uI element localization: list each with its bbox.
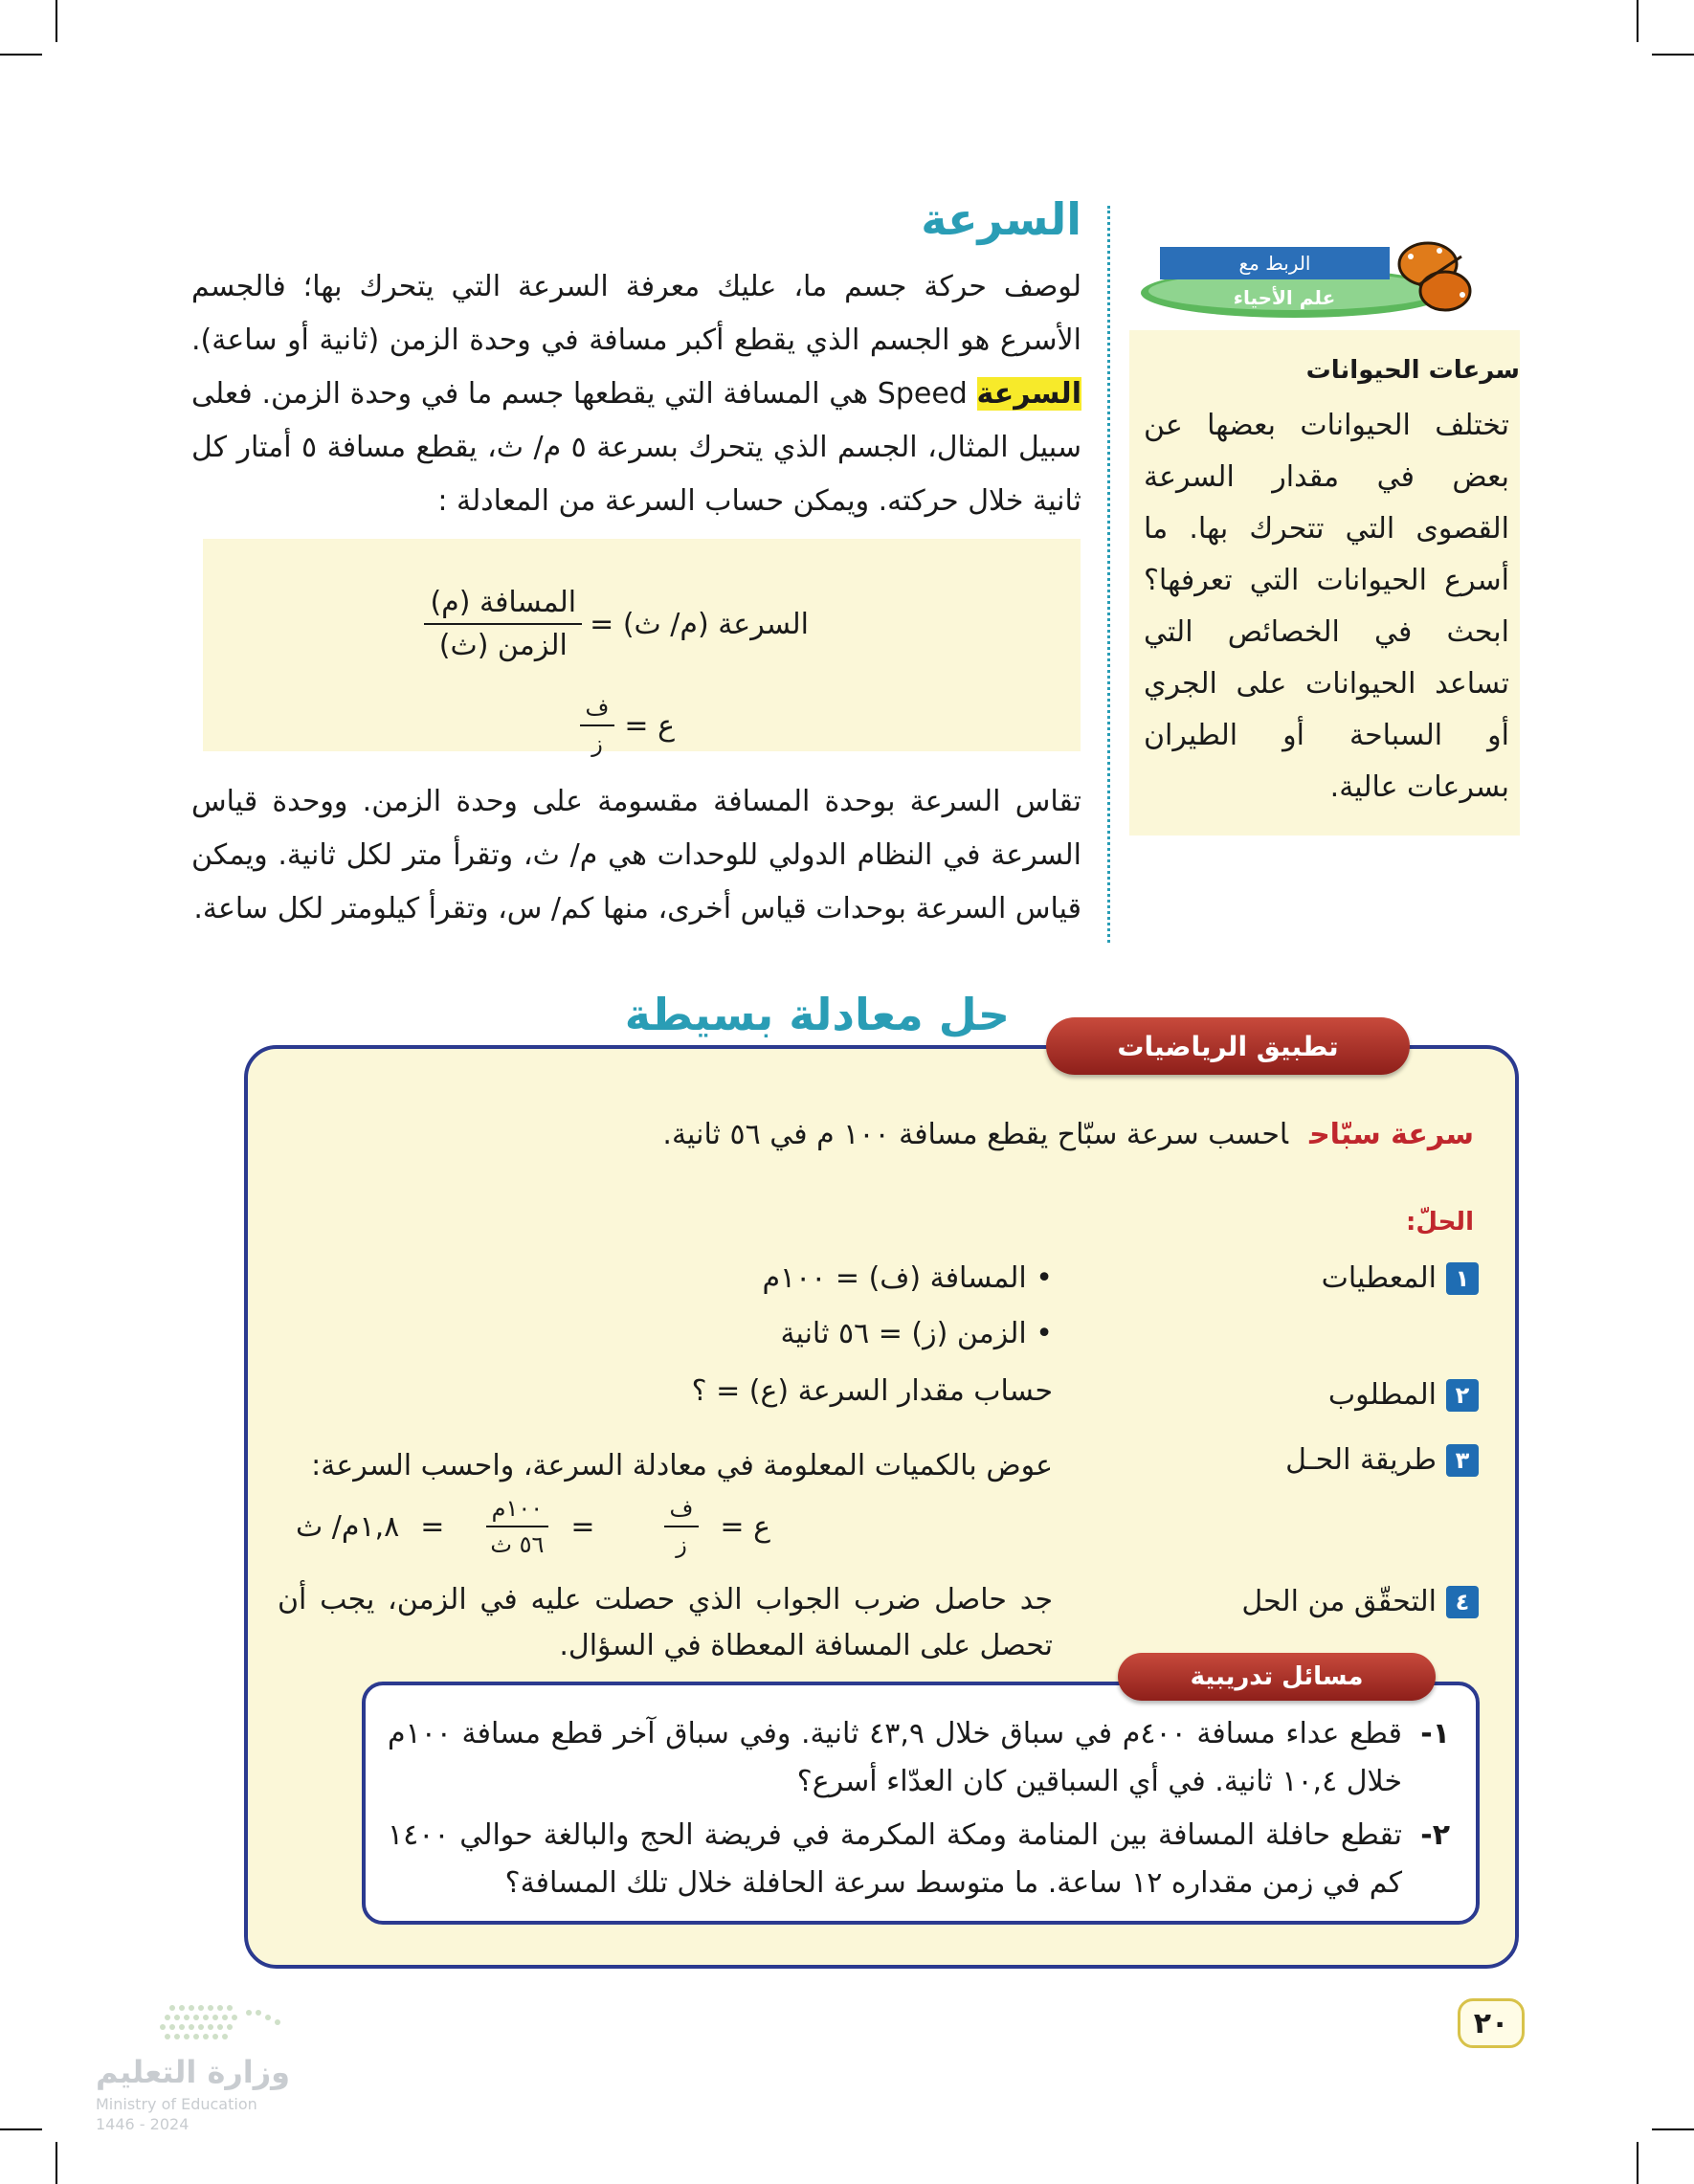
crop-mark	[1637, 2142, 1638, 2184]
edition-year: 2024 - 1446	[96, 2115, 189, 2133]
step-check: ٤ التحقّق من الحل	[1241, 1585, 1479, 1618]
step-method: ٣ طريقة الحـل	[1285, 1443, 1479, 1477]
crop-mark	[0, 2128, 42, 2130]
calculation: ع = $\frac{\text{ف}}{\text{ز}}$ = $\frac{\text{١٠٠م}}{\text{٥٦ ث}}$ = ١,٨م/ ث	[296, 1495, 770, 1558]
ministry-name-en: Ministry of Education	[96, 2095, 257, 2113]
required-text: حساب مقدار السرعة (ع) = ؟	[691, 1374, 1053, 1408]
sidebar-title: سرعات الحيوانات	[1305, 356, 1520, 385]
solution-label: الحلّ:	[1405, 1208, 1474, 1237]
step-given: ١ المعطيات	[1322, 1261, 1479, 1295]
given-distance: • المسافة (ف) = ١٠٠م	[762, 1261, 1053, 1295]
practice-item: ١-قطع عداء مسافة ٤٠٠م في سباق خلال ٤٣,٩ ثانية. وفي سباق آخر قطع مسافة ١٠٠م خلال ١٠,٤ ثانية. في أي السباقين كان العدّاء أسرع؟	[388, 1717, 1450, 1798]
application-ribbon: تطبيق الرياضيات	[1046, 1017, 1410, 1075]
crop-mark	[1652, 54, 1694, 56]
method-text: عوض بالكميات المعلومة في معادلة السرعة، واحسب السرعة:	[311, 1449, 1053, 1482]
crop-mark	[1652, 2128, 1694, 2130]
connection-banner	[1141, 237, 1476, 320]
banner-top-text: الربط مع	[1238, 252, 1311, 275]
problem-statement: سرعة سبّاحاحسب سرعة سبّاح يقطع مسافة ١٠٠ م في ٥٦ ثانية.	[662, 1118, 1474, 1151]
speed-paragraph: لوصف حركة جسم ما، عليك معرفة السرعة التي يتحرك بها؛ فالجسم الأسرع هو الجسم الذي يقطع أكبر مسافة في وحدة الزمن (ثانية أو ساعة). السرعة Speed هي المسافة التي يقطعها جسم ما في وحدة الزمن. فعلى سبيل المثال، الجسم الذي يتحرك بسرعة ٥ م/ ث، يقطع مسافة ٥ أمتار كل ثانية خلال حركته. ويمكن حساب السرعة من المعادلة :	[191, 270, 1081, 518]
practice-item: ٢-تقطع حافلة المسافة بين المنامة ومكة المكرمة في فريضة الحج والبالغة حوالي ١٤٠٠ كم في زمن مقداره ١٢ ساعة. ما متوسط سرعة الحافلة خلال تلك المسافة؟	[388, 1818, 1450, 1900]
crop-mark	[56, 0, 57, 42]
crop-mark	[56, 2142, 57, 2184]
ministry-name-ar: وزارة التعليم	[96, 2054, 291, 2090]
given-time: • الزمن (ز) = ٥٦ ثانية	[780, 1317, 1053, 1350]
page-number: ٢٠	[1458, 1998, 1525, 2048]
column-separator	[1107, 206, 1110, 943]
crop-mark	[0, 54, 42, 56]
speed-equation: السرعة (م/ ث) = $\frac{\text{المسافة (م)}}{\text{الزمن (ث)}}$	[424, 586, 809, 662]
speed-term-highlight: السرعة	[976, 377, 1081, 411]
speed-symbol-equation: ع = $\frac{\text{ف}}{\text{ز}}$	[580, 694, 675, 757]
ministry-logo-icon	[96, 1998, 316, 2056]
step-required: ٢ المطلوب	[1328, 1378, 1479, 1412]
units-paragraph: تقاس السرعة بوحدة المسافة مقسومة على وحدة الزمن. ووحدة قياس السرعة في النظام الدولي للوحدات هي م/ ث، وتقرأ متر لكل ثانية. ويمكن قياس السرعة بوحدات قياس أخرى، منها كم/ س، وتقرأ كيلومتر لكل ساعة.	[191, 785, 1081, 925]
check-text: جد حاصل ضرب الجواب الذي حصلت عليه في الزمن، يجب أن تحصل على المسافة المعطاة في السؤال.	[278, 1583, 1053, 1662]
application-title: حل معادلة بسيطة	[624, 989, 1010, 1040]
section-title: السرعة	[921, 193, 1081, 245]
sidebar-text: تختلف الحيوانات بعضها عن بعض في مقدار السرعة القصوى التي تتحرك بها. ما أسرع الحيوانات التي تعرفها؟ ابحث في الخصائص التي تساعد الحيوانات على الجري أو السباحة أو الطيران بسرعات عالية.	[1144, 409, 1509, 804]
practice-ribbon: مسائل تدريبية	[1118, 1653, 1436, 1701]
crop-mark	[1637, 0, 1638, 42]
banner-bottom-text: علم الأحياء	[1233, 286, 1336, 309]
